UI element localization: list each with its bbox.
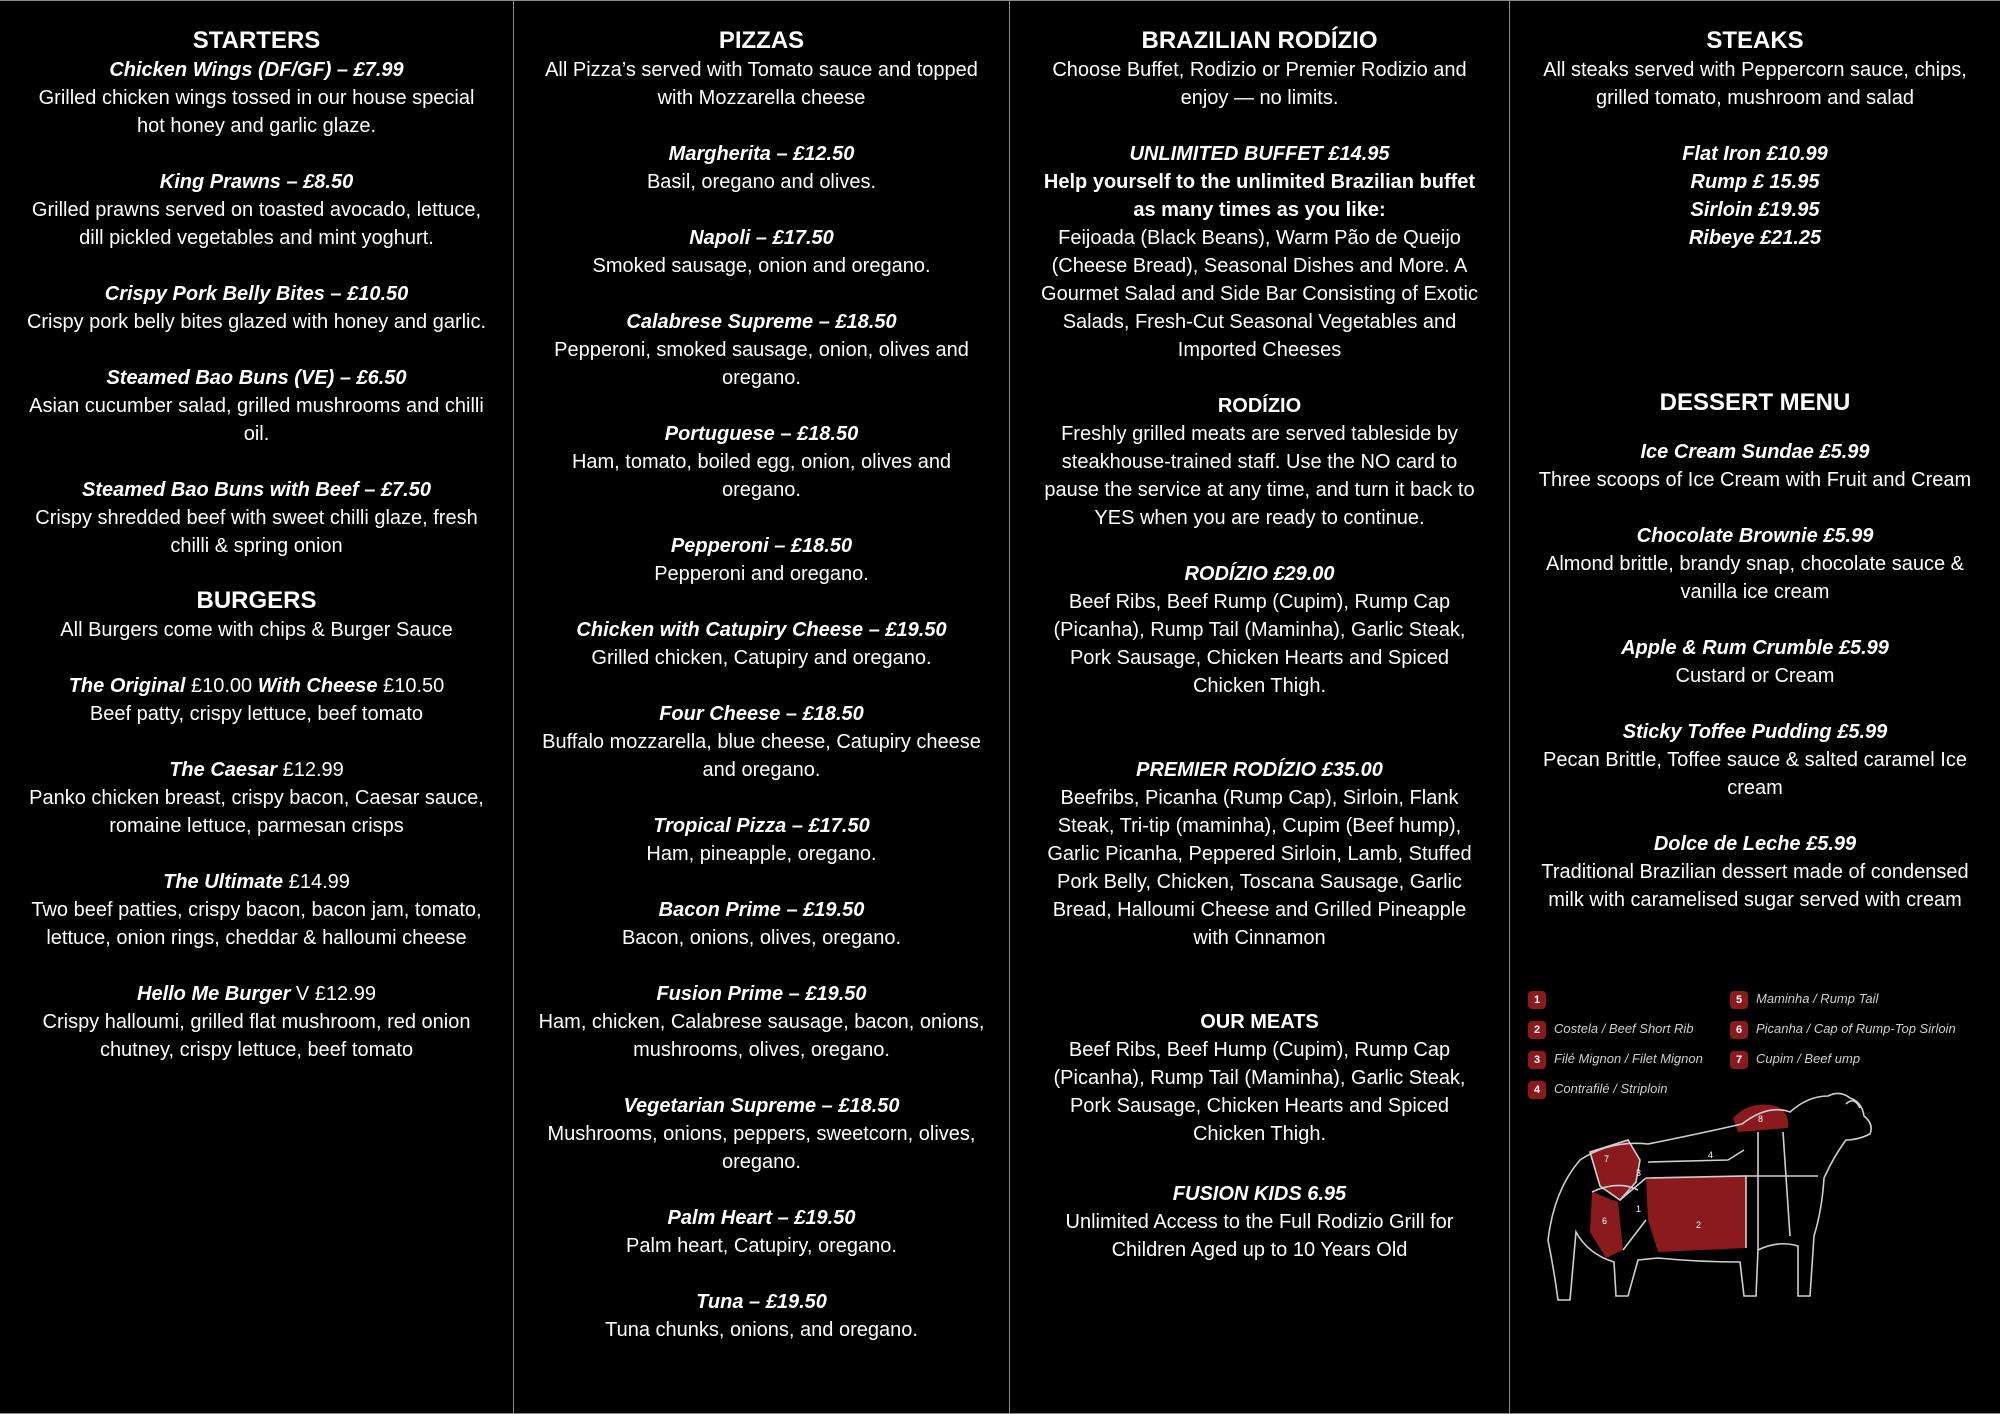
pizza-item [536, 1288, 987, 1344]
cut-label: 4 [1708, 1150, 1714, 1160]
legend-item [1730, 990, 1878, 1009]
legend-label: Filé Mignon / Filet Mignon [1554, 1051, 1703, 1066]
item-name: King Prawns – £8.50 [159, 171, 354, 193]
item-name: Bacon Prime – £19.50 [658, 899, 865, 921]
steaks-list [1530, 140, 1980, 252]
kids-name: FUSION KIDS 6.95 [1172, 1183, 1347, 1205]
rodizio-intro-text: Freshly grilled meats are served tableside by steakhouse-trained staff. Use the NO card to pause the service at any time, and turn it back to YES when you are ready to continue. [1044, 423, 1475, 529]
starter-item [24, 56, 489, 140]
item-price: £14.99 [283, 871, 350, 893]
legend-label: Picanha / Cap of Rump-Top Sirloin [1756, 1021, 1956, 1036]
item-name: Chicken Wings (DF/GF) – £7.99 [109, 59, 404, 81]
starter-item [24, 280, 489, 336]
beef-cuts-diagram [1528, 990, 1988, 1330]
cut-label: 8 [1758, 1114, 1764, 1124]
cut-label: 6 [1602, 1216, 1608, 1226]
legend-badge: 5 [1730, 991, 1748, 1009]
item-desc: Ham, pineapple, oregano. [646, 843, 877, 865]
legend-badge: 3 [1528, 1051, 1546, 1069]
legend-label: Contrafilé / Striploin [1554, 1081, 1668, 1096]
steak-item: Ribeye £21.25 [1688, 227, 1822, 249]
cut-line [1783, 1132, 1790, 1236]
legend-label: Cupim / Beef ump [1756, 1051, 1861, 1066]
legend-item [1528, 1080, 1667, 1099]
legend-badge: 7 [1730, 1051, 1748, 1069]
item-name: Apple & Rum Crumble £5.99 [1621, 637, 1889, 659]
item-name: Tuna – £19.50 [696, 1291, 827, 1313]
item-desc: Palm heart, Catupiry, oregano. [626, 1235, 897, 1257]
kids-item [1036, 1180, 1483, 1264]
item-name: Tropical Pizza – £17.50 [653, 815, 870, 837]
pizza-item [536, 420, 987, 504]
burger-name-line [24, 756, 489, 784]
starter-item [24, 364, 489, 448]
pizzas-panel [514, 0, 1009, 1414]
item-name: With Cheese [257, 675, 378, 697]
item-name: Palm Heart – £19.50 [667, 1207, 856, 1229]
item-desc: Crispy shredded beef with sweet chilli glaze, fresh chilli & spring onion [35, 507, 478, 557]
legend-item [1730, 1050, 1860, 1069]
item-desc: Panko chicken breast, crispy bacon, Caesar sauce, romaine lettuce, parmesan crisps [29, 787, 484, 837]
item-price: £10.00 [185, 675, 258, 697]
item-desc: Crispy halloumi, grilled flat mushroom, red onion chutney, crispy lettuce, beef tomato [42, 1011, 471, 1061]
legend-badge: 2 [1528, 1021, 1546, 1039]
cut-area [1646, 1176, 1746, 1252]
item-desc: Asian cucumber salad, grilled mushrooms and chilli oil. [29, 395, 484, 445]
item-desc: Pecan Brittle, Toffee sauce & salted caramel Ice cream [1543, 749, 1967, 799]
steaks-intro: All steaks served with Peppercorn sauce, chips, grilled tomato, mushroom and salad [1543, 59, 1967, 109]
premier-item [1036, 756, 1483, 952]
item-name: Dolce de Leche £5.99 [1653, 833, 1857, 855]
rodizio-desc: Beef Ribs, Beef Rump (Cupim), Rump Cap (Picanha), Rump Tail (Maminha), Garlic Steak, Pork Sausage, Chicken Hearts and Spiced Chicken Thigh. [1053, 591, 1466, 697]
buffet-name: UNLIMITED BUFFET £14.95 [1129, 143, 1390, 165]
item-desc: Ham, chicken, Calabrese sausage, bacon, onions, mushrooms, olives, oregano. [538, 1011, 985, 1061]
rodizio-intro: Choose Buffet, Rodizio or Premier Rodizio and enjoy — no limits. [1052, 59, 1467, 109]
meats-desc: Beef Ribs, Beef Hump (Cupim), Rump Cap (Picanha), Rump Tail (Maminha), Garlic Steak, Pork Sausage, Chicken Hearts and Spiced Chicken Thigh. [1053, 1039, 1466, 1145]
starters-list [24, 56, 489, 560]
pizzas-list [536, 140, 987, 1344]
item-desc: Two beef patties, crispy bacon, bacon jam, tomato, lettuce, onion rings, cheddar & halloumi cheese [31, 899, 482, 949]
premier-desc: Beefribs, Picanha (Rump Cap), Sirloin, Flank Steak, Tri-tip (maminha), Cupim (Beef hump), Garlic Picanha, Peppered Sirloin, Lamb, Stuffed Pork Belly, Chicken, Toscana Sausage, Garlic Bread, Halloumi Cheese and Grilled Pineapple with Cinnamon [1047, 787, 1472, 949]
legend-item [1528, 1020, 1693, 1039]
legend-item [1528, 990, 1554, 1009]
item-desc: Buffalo mozzarella, blue cheese, Catupiry cheese and oregano. [542, 731, 981, 781]
meats-heading: OUR MEATS [1200, 1011, 1319, 1033]
desserts-list [1530, 438, 1980, 914]
buffet-desc: Feijoada (Black Beans), Warm Pão de Queijo (Cheese Bread), Seasonal Dishes and More. A Gourmet Salad and Side Bar Consisting of Exotic Salads, Fresh-Cut Seasonal Vegetables and Imported Cheeses [1041, 227, 1478, 361]
item-desc: Mushrooms, onions, peppers, sweetcorn, olives, oregano. [547, 1123, 976, 1173]
pizza-item [536, 532, 987, 588]
item-price: £12.99 [277, 759, 344, 781]
item-desc: Ham, tomato, boiled egg, onion, olives and oregano. [571, 451, 952, 501]
pizza-item [536, 980, 987, 1064]
item-name: Fusion Prime – £19.50 [656, 983, 867, 1005]
cut-label: 3 [1636, 1168, 1642, 1178]
cut-label: 2 [1696, 1220, 1702, 1230]
cut-label: 1 [1636, 1204, 1642, 1214]
cut-label: 7 [1604, 1154, 1610, 1164]
item-name: Chicken with Catupiry Cheese – £19.50 [576, 619, 947, 641]
buffet-bold-text: Help yourself to the unlimited Brazilian buffet as many times as you like: [1043, 171, 1476, 221]
rodizio-item [1036, 560, 1483, 700]
item-name: Steamed Bao Buns with Beef – £7.50 [81, 479, 431, 501]
burger-item [24, 868, 489, 952]
dessert-item [1530, 718, 1980, 802]
legend-badge: 4 [1528, 1081, 1546, 1099]
item-name: Sticky Toffee Pudding £5.99 [1622, 721, 1888, 743]
cut-line [1648, 1150, 1744, 1162]
pizza-item [536, 1092, 987, 1176]
legend-badge: 6 [1730, 1021, 1748, 1039]
item-name: The Ultimate [163, 871, 284, 893]
burgers-intro: All Burgers come with chips & Burger Sauce [60, 619, 453, 641]
item-price: V £12.99 [290, 983, 376, 1005]
item-desc: Grilled chicken, Catupiry and oregano. [591, 647, 932, 669]
item-price: £10.50 [377, 675, 445, 697]
burger-item [24, 980, 489, 1064]
pizza-item [536, 616, 987, 672]
legend-item [1528, 1050, 1703, 1069]
meats-item [1036, 1008, 1483, 1148]
cut-line [1623, 1220, 1646, 1250]
item-name: Ice Cream Sundae £5.99 [1640, 441, 1870, 463]
item-desc: Grilled prawns served on toasted avocado, lettuce, dill pickled vegetables and mint yoghurt. [31, 199, 482, 249]
legend-badge: 1 [1528, 991, 1546, 1009]
item-desc: Grilled chicken wings tossed in our house special hot honey and garlic glaze. [38, 87, 475, 137]
item-name: Margherita – £12.50 [668, 143, 855, 165]
legend-label: Costela / Beef Short Rib [1554, 1021, 1694, 1036]
item-name: Crispy Pork Belly Bites – £10.50 [104, 283, 409, 305]
dessert-item [1530, 522, 1980, 606]
rodizio-name: RODÍZIO £29.00 [1184, 563, 1335, 585]
dessert-item [1530, 634, 1980, 690]
item-name: Four Cheese – £18.50 [659, 703, 864, 725]
burger-name-line [24, 672, 489, 700]
pizza-item [536, 140, 987, 196]
steak-item: Flat Iron £10.99 [1682, 143, 1828, 165]
dessert-item [1530, 438, 1980, 494]
rodizio-title: BRAZILIAN RODÍZIO [1141, 27, 1378, 54]
dessert-item [1530, 830, 1980, 914]
item-name: Steamed Bao Buns (VE) – £6.50 [106, 367, 407, 389]
item-desc: Three scoops of Ice Cream with Fruit and Cream [1538, 469, 1972, 491]
starters-title: STARTERS [192, 27, 321, 54]
dessert-title: DESSERT MENU [1659, 389, 1851, 416]
item-name: Hello Me Burger [137, 983, 291, 1005]
item-desc: Traditional Brazilian dessert made of condensed milk with caramelised sugar served with cream [1541, 861, 1969, 911]
item-name: Portuguese – £18.50 [664, 423, 859, 445]
item-desc: Basil, oregano and olives. [646, 171, 877, 193]
burger-name-line [24, 980, 489, 1008]
item-desc: Pepperoni, smoked sausage, onion, olives and oregano. [554, 339, 969, 389]
item-desc: Almond brittle, brandy snap, chocolate sauce & vanilla ice cream [1545, 553, 1965, 603]
item-desc: Smoked sausage, onion and oregano. [592, 255, 931, 277]
steaks-title: STEAKS [1706, 27, 1804, 54]
starter-item [24, 476, 489, 560]
pizzas-title: PIZZAS [718, 27, 805, 54]
premier-name: PREMIER RODÍZIO £35.00 [1136, 759, 1383, 781]
item-desc: Bacon, onions, olives, oregano. [621, 927, 902, 949]
item-name: The Caesar [169, 759, 278, 781]
item-name: Napoli – £17.50 [689, 227, 834, 249]
steak-item: Sirloin £19.95 [1690, 199, 1820, 221]
pizzas-intro: All Pizza’s served with Tomato sauce and topped with Mozzarella cheese [545, 59, 978, 109]
legend-label: Maminha / Rump Tail [1756, 991, 1879, 1006]
steak-item: Rump £ 15.95 [1690, 171, 1820, 193]
item-name: Calabrese Supreme – £18.50 [626, 311, 897, 333]
pizza-item [536, 700, 987, 784]
item-name: The Original [68, 675, 186, 697]
item-desc: Custard or Cream [1675, 665, 1835, 687]
rodizio-heading: RODÍZIO [1217, 395, 1302, 417]
pizza-item [536, 896, 987, 952]
legend-item [1730, 1020, 1956, 1039]
item-desc: Tuna chunks, onions, and oregano. [605, 1319, 918, 1341]
item-name: Chocolate Brownie £5.99 [1636, 525, 1874, 547]
burger-item [24, 672, 489, 728]
starter-item [24, 168, 489, 252]
buffet-item [1036, 140, 1483, 364]
item-desc: Pepperoni and oregano. [654, 563, 869, 585]
pizza-item [536, 1204, 987, 1260]
kids-desc: Unlimited Access to the Full Rodizio Grill for Children Aged up to 10 Years Old [1065, 1211, 1454, 1261]
item-desc: Beef patty, crispy lettuce, beef tomato [89, 703, 424, 725]
item-name: Pepperoni – £18.50 [670, 535, 853, 557]
item-desc: Crispy pork belly bites glazed with honey and garlic. [26, 311, 487, 333]
item-name: Vegetarian Supreme – £18.50 [623, 1095, 900, 1117]
burgers-list [24, 672, 489, 1064]
starters-burgers-panel [0, 0, 513, 1414]
pizza-item [536, 224, 987, 280]
burger-item [24, 756, 489, 840]
rodizio-info [1036, 392, 1483, 532]
rodizio-panel [1010, 0, 1509, 1414]
pizza-item [536, 308, 987, 392]
burger-name-line [24, 868, 489, 896]
pizza-item [536, 812, 987, 868]
burgers-title: BURGERS [196, 587, 317, 614]
